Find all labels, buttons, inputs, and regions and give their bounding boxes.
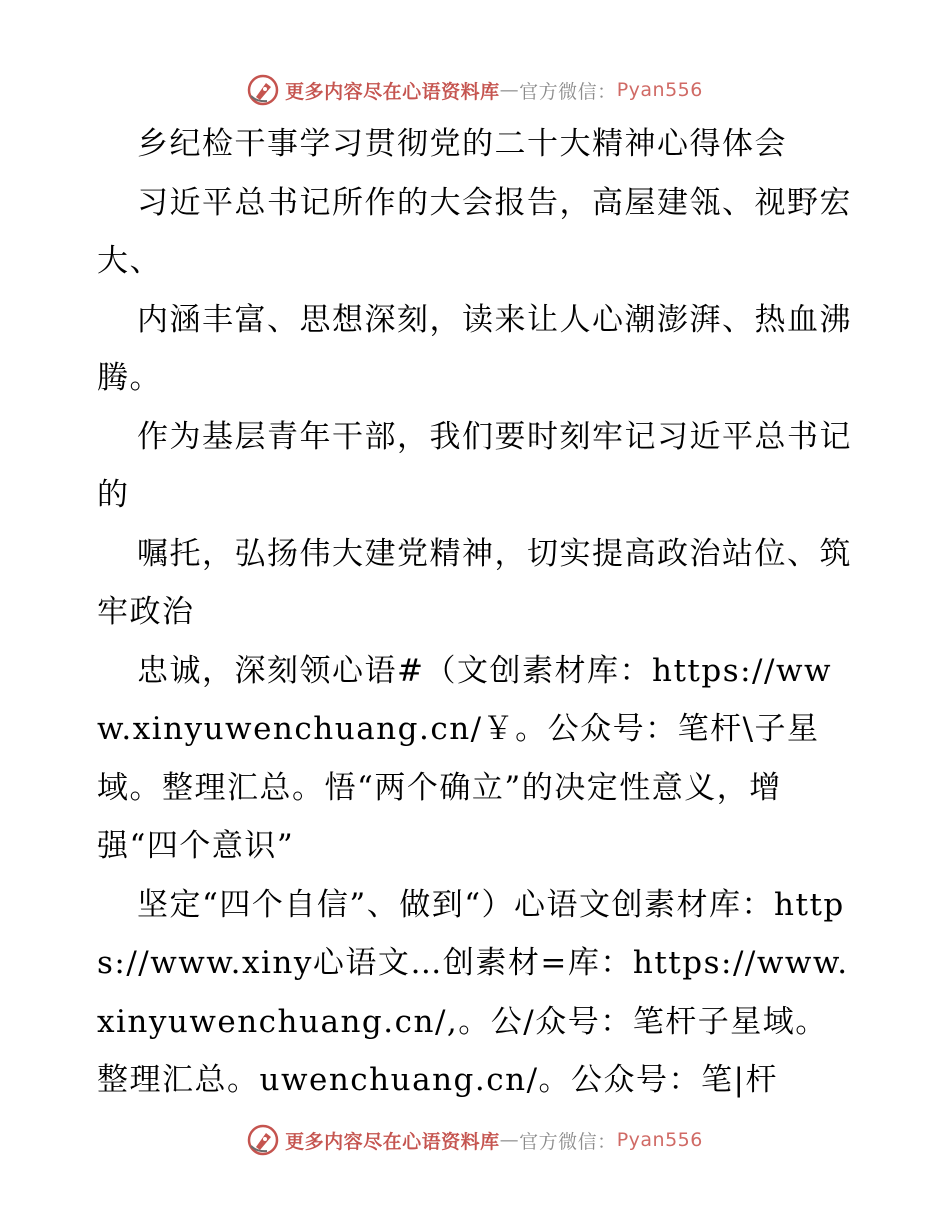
paragraph: 习近平总书记所作的大会报告，高屋建瓴、视野宏大、 xyxy=(97,184,852,279)
watermark-separator: — xyxy=(499,1129,520,1151)
watermark-brand-text: 更多内容尽在心语资料库 xyxy=(285,80,500,103)
document-body xyxy=(97,115,857,1110)
watermark-official-text: 官方微信： xyxy=(519,1130,617,1153)
paragraph: 坚定“四个自信”、做到“）心语文创素材库：https://www.xiny心语文…创素材=库：https://www.xinyuwenchuang.cn/,。公/众号：笔杆子星域。整理汇总。uwenchuang.cn/。公众号：笔|杆 xyxy=(97,886,849,1098)
watermark-wechat-id: Pyan556 xyxy=(616,1129,703,1151)
watermark-separator: — xyxy=(499,79,520,101)
watermark-banner-top xyxy=(0,70,950,110)
document-title: 乡纪检干事学习贯彻党的二十大精神心得体会 xyxy=(137,126,787,162)
watermark-official-text: 官方微信： xyxy=(519,80,617,103)
paragraph: 作为基层青年干部，我们要时刻牢记习近平总书记的 xyxy=(97,418,852,513)
paragraph: 嘱托，弘扬伟大建党精神，切实提高政治站位、筑牢政治 xyxy=(97,535,852,630)
pen-nib-logo-icon xyxy=(247,1124,279,1156)
watermark-wechat-id: Pyan556 xyxy=(616,79,703,101)
watermark-banner-bottom xyxy=(0,1120,950,1160)
paragraph: 忠诚，深刻领心语#（文创素材库：https://www.xinyuwenchuang.cn/￥。公众号：笔杆\子星域。整理汇总。悟“两个确立”的决定性意义，增强“四个意识” xyxy=(97,652,833,864)
watermark-brand-text: 更多内容尽在心语资料库 xyxy=(285,1130,500,1153)
paragraph: 内涵丰富、思想深刻，读来让人心潮澎湃、热血沸腾。 xyxy=(97,301,852,396)
pen-nib-logo-icon xyxy=(247,74,279,106)
